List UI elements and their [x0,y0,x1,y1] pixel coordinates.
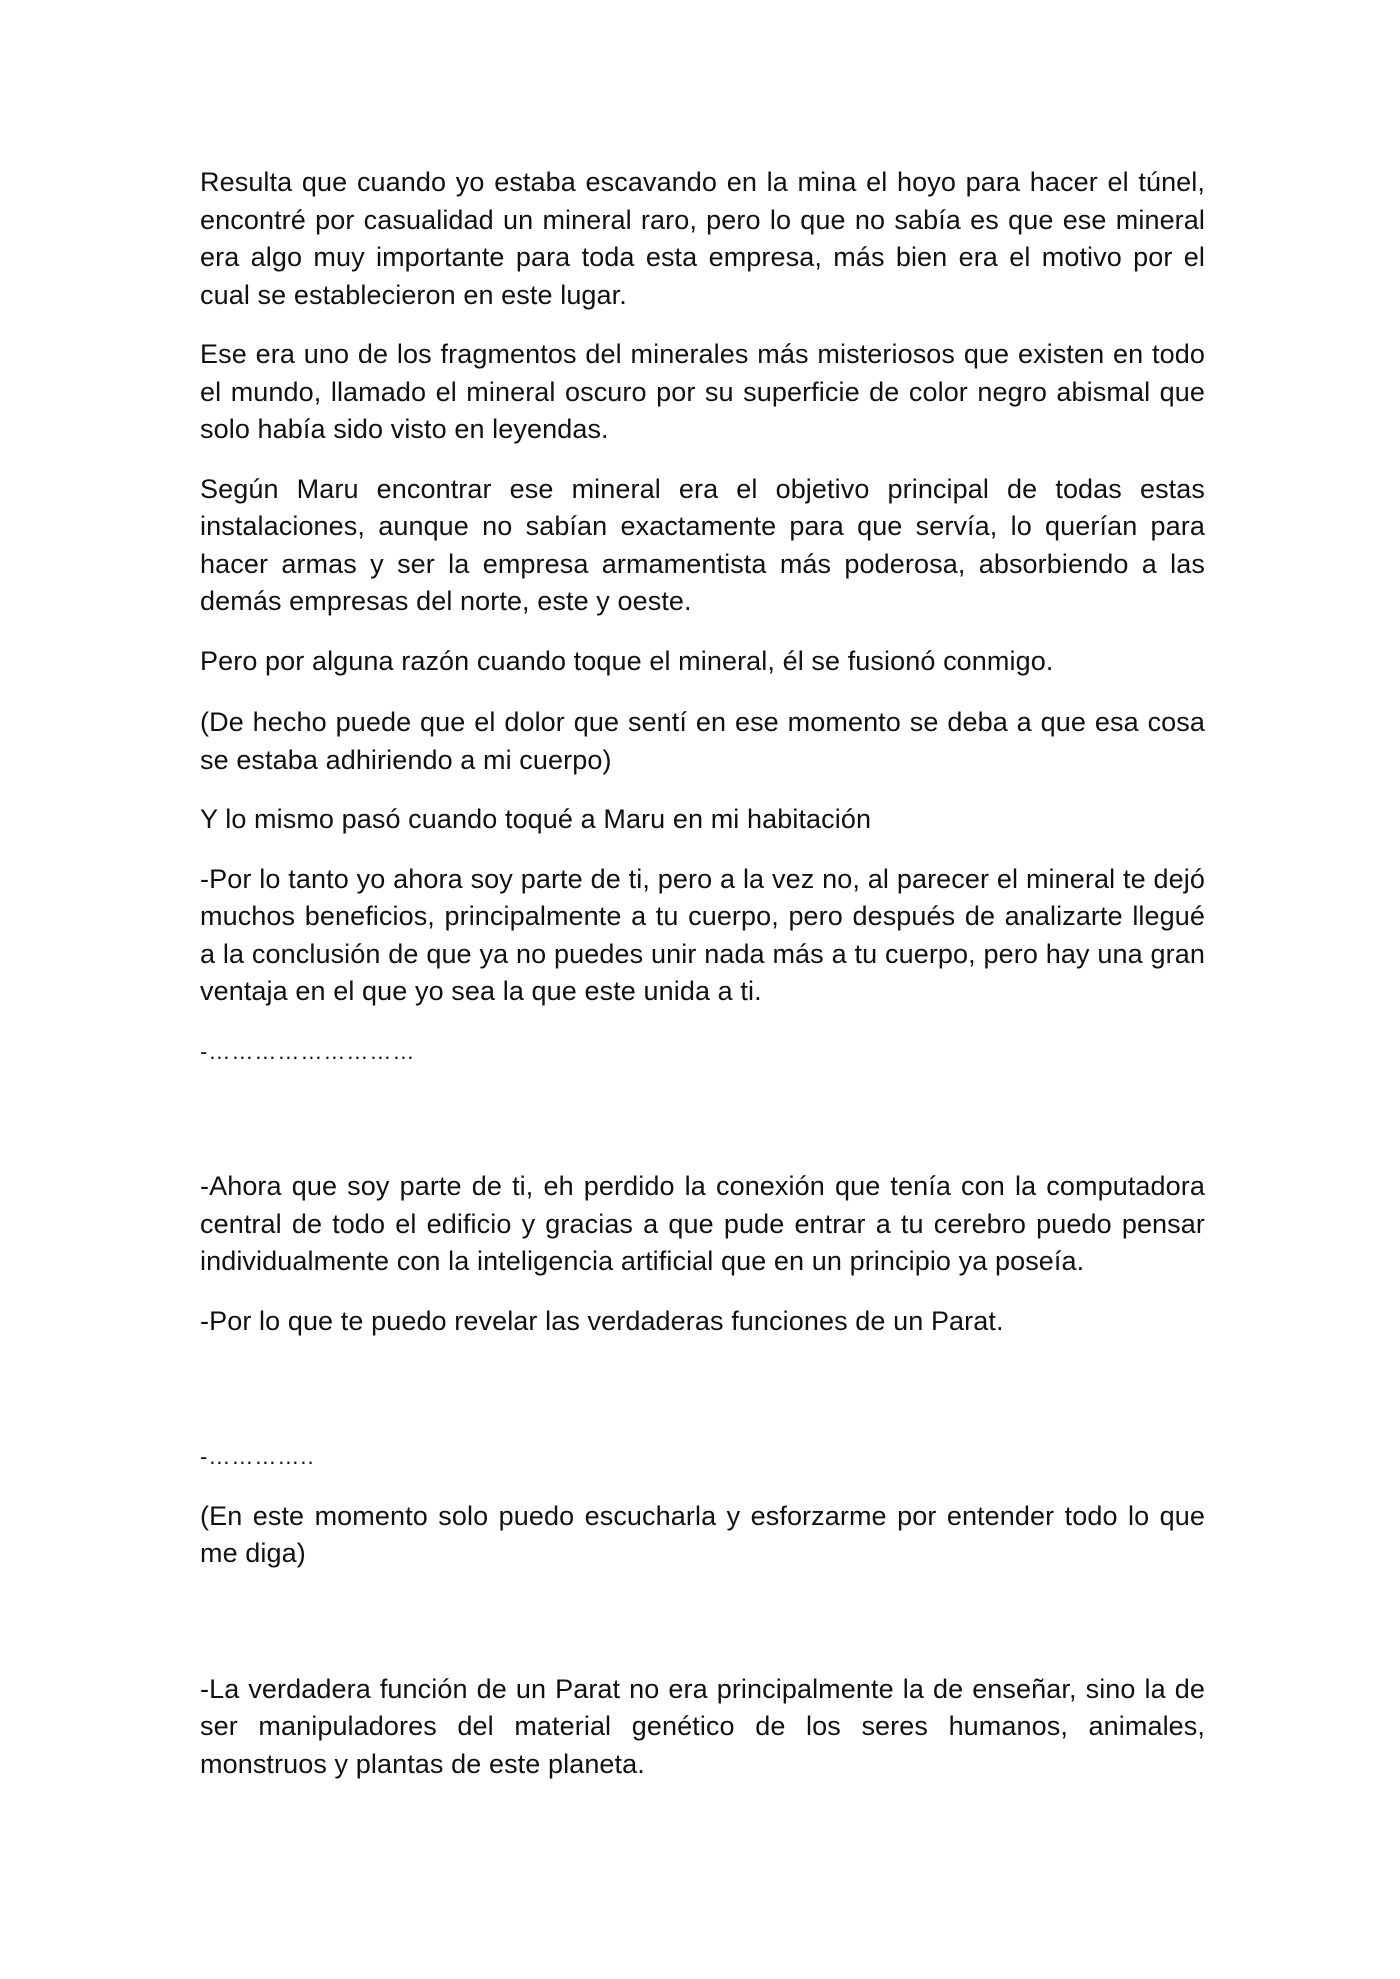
paragraph-11: -La verdadera función de un Parat no era principalmente la de enseñar, sino la de ser manipuladores del material genético de los seres humanos, animales, monstruos y plantas de este planeta. [200,1673,1205,1779]
paragraph-7: -Por lo tanto yo ahora soy parte de ti, pero a la vez no, al parecer el mineral te dejó muchos beneficios, principalmente a tu cuerpo, pero después de analizarte llegué a la conclusión de que ya no puedes unir nada más a tu cuerpo, pero hay una gran ventaja en el que yo sea la que este unida a ti. [200,863,1205,1006]
document-body [200,164,1205,1783]
ellipsis-line-2: -………….. [200,1444,315,1469]
paragraph-8: -Ahora que soy parte de ti, eh perdido la conexión que tenía con la computadora central de todo el edificio y gracias a que pude entrar a tu cerebro puedo pensar individualmente con la inteligencia artificial que en un principio ya poseía. [200,1171,1205,1276]
paragraph-2: Ese era uno de los fragmentos del minerales más misteriosos que existen en todo el mundo, llamado el mineral oscuro por su superficie de color negro abismal que solo había sido visto en leyendas. [200,339,1205,444]
paragraph-6: Y lo mismo pasó cuando toqué a Maru en mi habitación [200,804,872,834]
ellipsis-line-1: -……………………… [200,1038,416,1064]
paragraph-3: Según Maru encontrar ese mineral era el objetivo principal de todas estas instalaciones, aunque no sabían exactamente para que servía, lo querían para hacer armas y ser la empresa armamentista más poderosa, absorbiendo a las demás empresas del norte, este y oeste. [200,473,1205,616]
paragraph-4: Pero por alguna razón cuando toque el mineral, él se fusionó conmigo. [200,645,1054,676]
paragraph-1: Resulta que cuando yo estaba escavando en la mina el hoyo para hacer el túnel, encontré por casualidad un mineral raro, pero lo que no sabía es que ese mineral era algo muy importante para toda esta empresa, más bien era el motivo por el cual se establecieron en este lugar. [200,167,1205,310]
paragraph-10: (En este momento solo puedo escucharla y esforzarme por entender todo lo que me diga) [200,1500,1205,1568]
paragraph-5: (De hecho puede que el dolor que sentí en ese momento se deba a que esa cosa se estaba adhiriendo a mi cuerpo) [200,707,1205,775]
paragraph-9: -Por lo que te puedo revelar las verdaderas funciones de un Parat. [200,1305,1004,1336]
